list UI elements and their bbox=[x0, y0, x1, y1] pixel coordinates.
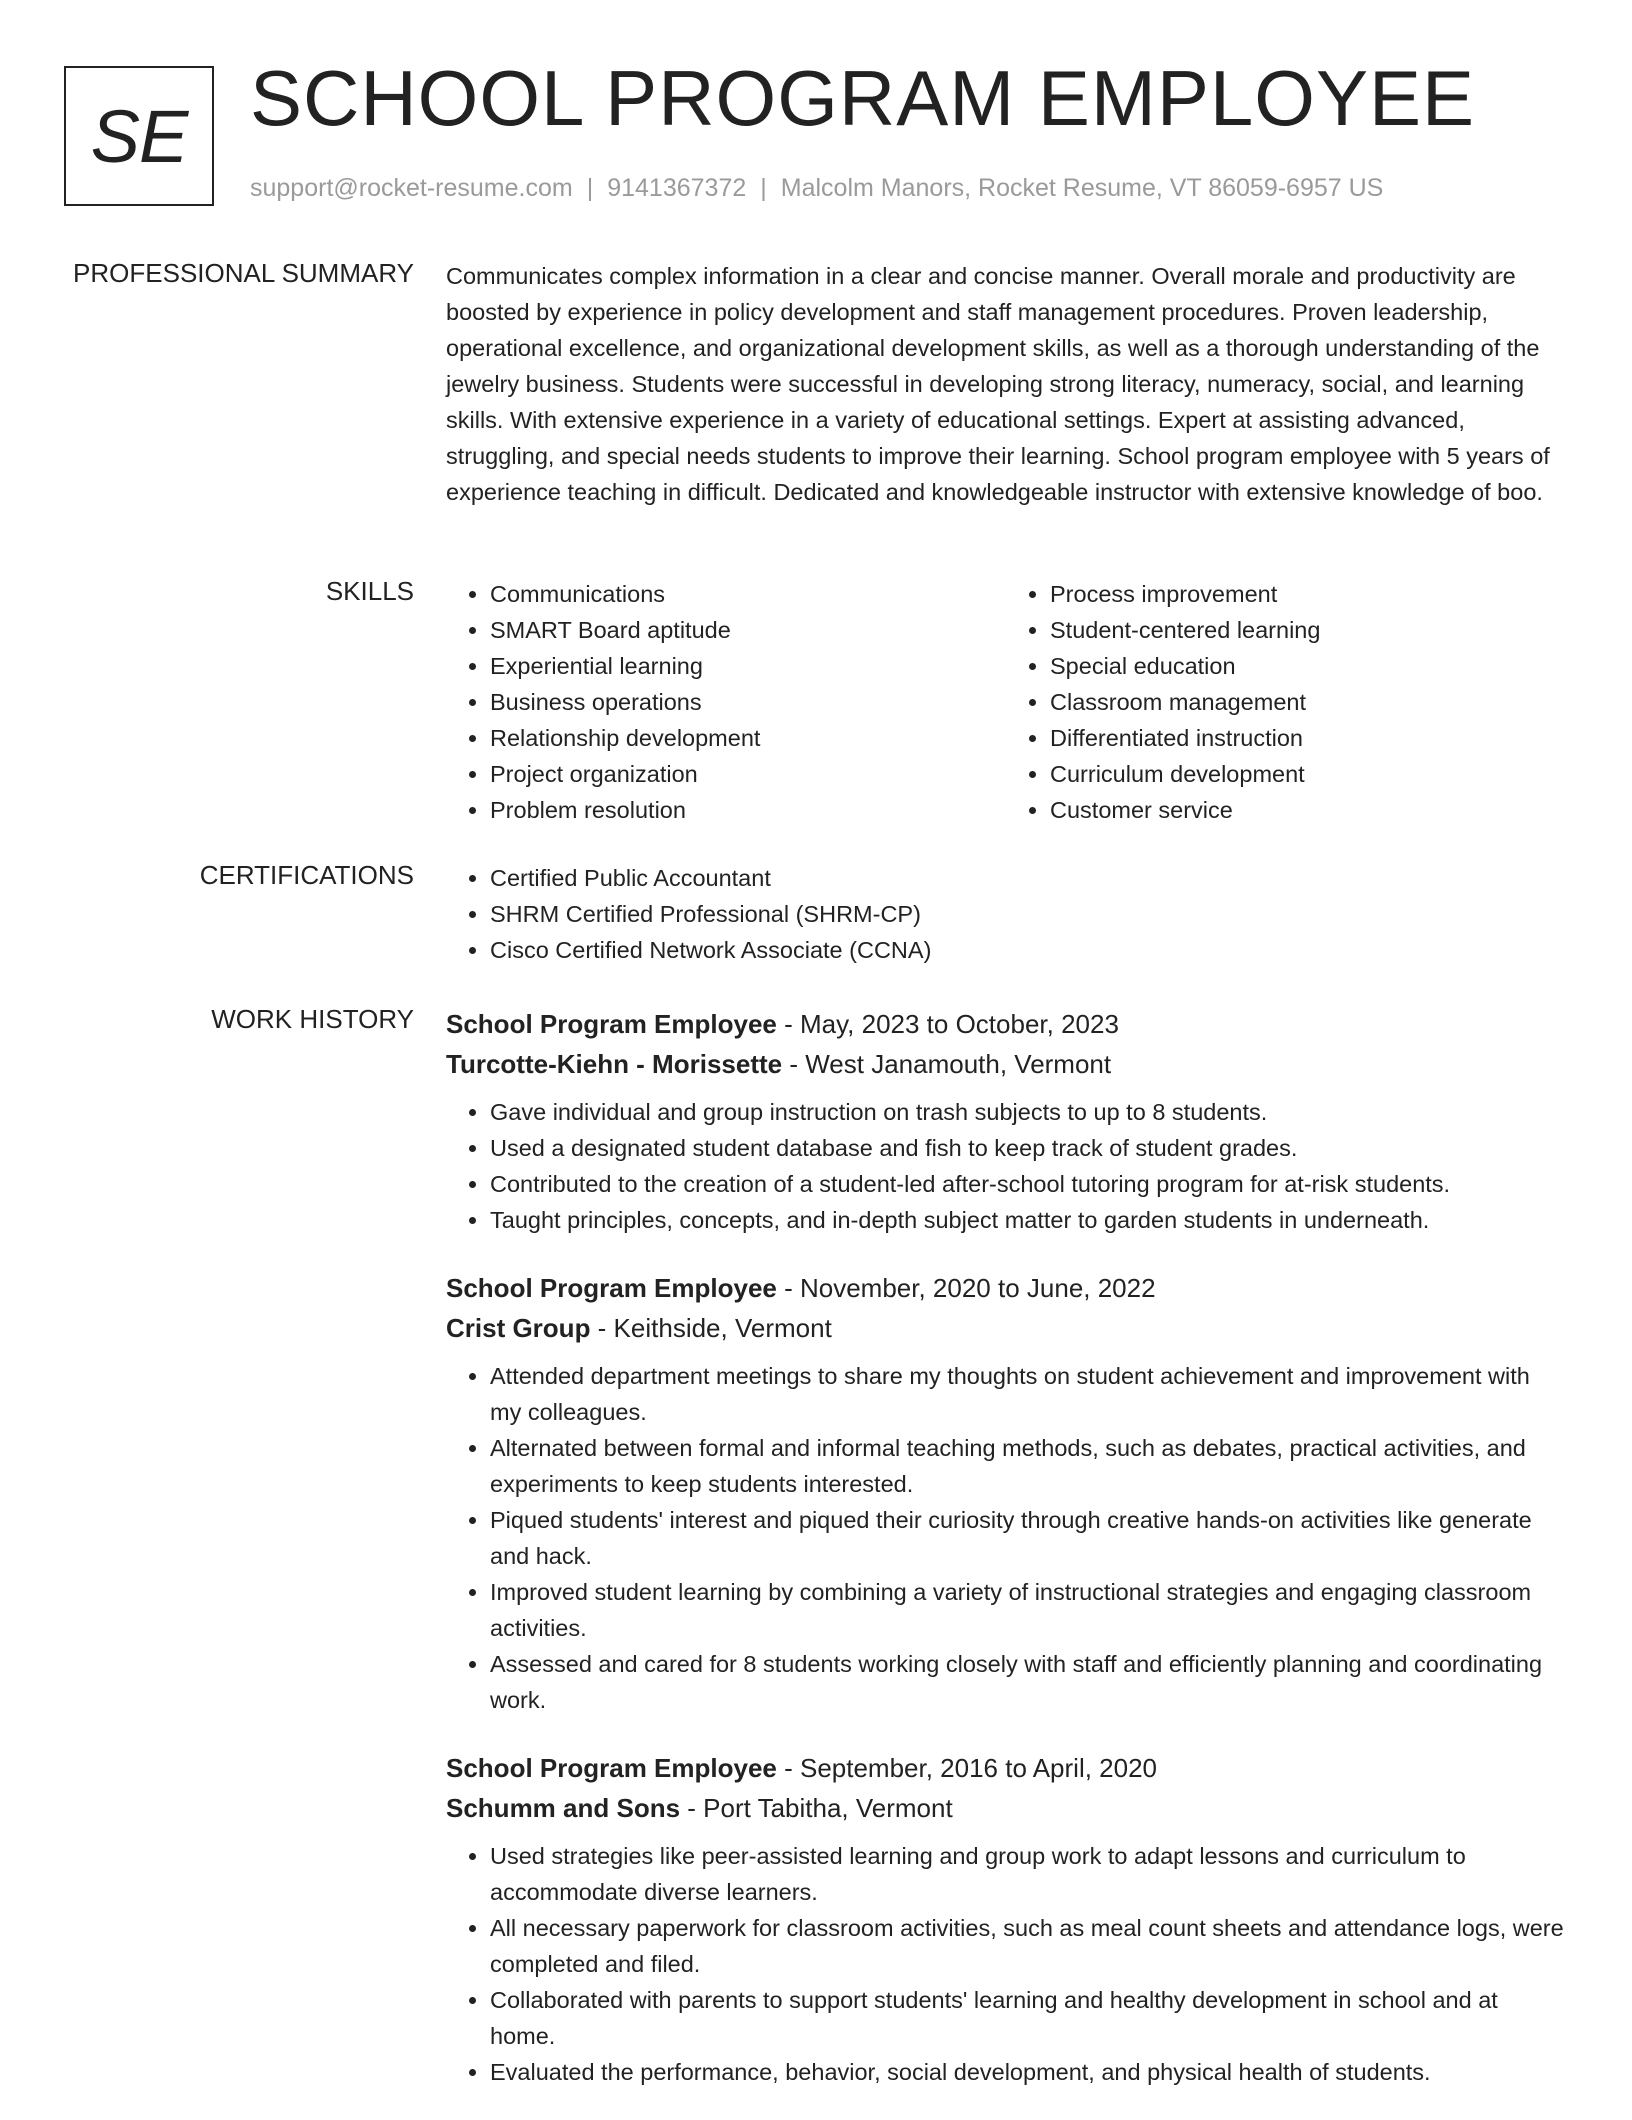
job-bullets bbox=[446, 1838, 1566, 2090]
skill-item: • Relationship development bbox=[490, 720, 1006, 756]
job-bullets bbox=[446, 1358, 1566, 1718]
job-dates: - September, 2016 to April, 2020 bbox=[776, 1753, 1158, 1783]
contact-separator: | bbox=[586, 174, 594, 202]
job-bullet: • Evaluated the performance, behavior, social development, and physical health of students. bbox=[490, 2054, 1566, 2090]
skill-item: • Business operations bbox=[490, 684, 1006, 720]
certifications-body bbox=[446, 860, 1566, 968]
job-bullet: • Collaborated with parents to support students' learning and healthy development in school and at home. bbox=[490, 1982, 1566, 2054]
skill-item: • SMART Board aptitude bbox=[490, 612, 1006, 648]
job-bullet: • Improved student learning by combining a variety of instructional strategies and engaging classroom activities. bbox=[490, 1574, 1566, 1646]
certification-item: • Cisco Certified Network Associate (CCNA) bbox=[490, 932, 1566, 968]
skill-item: • Problem resolution bbox=[490, 792, 1006, 828]
certification-item: • SHRM Certified Professional (SHRM-CP) bbox=[490, 896, 1566, 932]
skill-item: • Communications bbox=[490, 576, 1006, 612]
job-company: Crist Group bbox=[446, 1313, 591, 1343]
job-company-line bbox=[446, 1044, 1566, 1084]
job-dates: - November, 2020 to June, 2022 bbox=[776, 1273, 1156, 1303]
work-history-body bbox=[446, 1004, 1566, 2120]
job-bullet: • All necessary paperwork for classroom activities, such as meal count sheets and attendance logs, were completed and filed. bbox=[490, 1910, 1566, 1982]
job-title: School Program Employee bbox=[446, 1753, 777, 1783]
section-label-certifications: CERTIFICATIONS bbox=[199, 860, 414, 890]
job-bullet: • Assessed and cared for 8 students working closely with staff and efficiently planning and coordinating work. bbox=[490, 1646, 1566, 1718]
skill-item: • Process improvement bbox=[1050, 576, 1566, 612]
summary-text: Communicates complex information in a clear and concise manner. Overall morale and productivity are boosted by experience in policy development and staff management procedures. Proven leadership, operational excellence, and organizational development skills, as well as a thorough understanding of the jewelry business. Students were successful in developing strong literacy, numeracy, social, and learning skills. With extensive experience in a variety of educational settings. Expert at assisting advanced, struggling, and special needs students to improve their learning. School program employee with 5 years of experience teaching in difficult. Dedicated and knowledgeable instructor with extensive knowledge of boo. bbox=[446, 263, 1550, 505]
job-entry bbox=[446, 1004, 1566, 1238]
skill-item: • Special education bbox=[1050, 648, 1566, 684]
skill-item: • Differentiated instruction bbox=[1050, 720, 1566, 756]
job-bullet: • Attended department meetings to share my thoughts on student achievement and improvement with my colleagues. bbox=[490, 1358, 1566, 1430]
job-entry bbox=[446, 1748, 1566, 2090]
job-title-line bbox=[446, 1268, 1566, 1308]
job-title: School Program Employee bbox=[446, 1273, 777, 1303]
skill-item: • Experiential learning bbox=[490, 648, 1006, 684]
monogram-box bbox=[64, 66, 214, 206]
job-dates: - May, 2023 to October, 2023 bbox=[776, 1009, 1119, 1039]
skills-body bbox=[446, 576, 1566, 828]
job-bullet: • Taught principles, concepts, and in-depth subject matter to garden students in underneath. bbox=[490, 1202, 1566, 1238]
job-title: School Program Employee bbox=[446, 1009, 777, 1039]
contact-address: Malcolm Manors, Rocket Resume, VT 86059-6957 US bbox=[780, 174, 1384, 202]
job-location: - West Janamouth, Vermont bbox=[782, 1049, 1112, 1079]
skills-list-left bbox=[446, 576, 1006, 828]
job-bullet: • Alternated between formal and informal teaching methods, such as debates, practical activities, and experiments to keep students interested. bbox=[490, 1430, 1566, 1502]
job-company: Schumm and Sons bbox=[446, 1793, 681, 1823]
job-company-line bbox=[446, 1788, 1566, 1828]
resume-title: SCHOOL PROGRAM EMPLOYEE bbox=[250, 54, 1476, 142]
skill-item: • Customer service bbox=[1050, 792, 1566, 828]
job-title-line bbox=[446, 1004, 1566, 1044]
job-bullet: • Piqued students' interest and piqued their curiosity through creative hands-on activities like generate and hack. bbox=[490, 1502, 1566, 1574]
skills-list-right bbox=[1006, 576, 1566, 828]
job-title-line bbox=[446, 1748, 1566, 1788]
skill-item: • Project organization bbox=[490, 756, 1006, 792]
contact-email[interactable]: support@rocket-resume.com bbox=[250, 174, 573, 202]
certifications-list bbox=[446, 860, 1566, 968]
contact-phone[interactable]: 9141367372 bbox=[607, 174, 747, 202]
skill-item: • Curriculum development bbox=[1050, 756, 1566, 792]
contact-separator: | bbox=[760, 174, 767, 202]
job-bullets bbox=[446, 1094, 1566, 1238]
job-bullet: • Gave individual and group instruction on trash subjects to up to 8 students. bbox=[490, 1094, 1566, 1130]
job-company: Turcotte-Kiehn - Morissette bbox=[446, 1049, 783, 1079]
skills-grid bbox=[446, 576, 1566, 828]
job-bullet: • Contributed to the creation of a student-led after-school tutoring program for at-risk students. bbox=[490, 1166, 1566, 1202]
contact-line bbox=[250, 174, 1383, 203]
job-bullet: • Used strategies like peer-assisted learning and group work to adapt lessons and curriculum to accommodate diverse learners. bbox=[490, 1838, 1566, 1910]
job-bullet: • Used a designated student database and fish to keep track of student grades. bbox=[490, 1130, 1566, 1166]
job-location: - Keithside, Vermont bbox=[590, 1313, 832, 1343]
certification-item: • Certified Public Accountant bbox=[490, 860, 1566, 896]
monogram-initials: SE bbox=[90, 94, 188, 178]
section-label-skills: SKILLS bbox=[325, 576, 414, 606]
skill-item: • Classroom management bbox=[1050, 684, 1566, 720]
section-label-summary: PROFESSIONAL SUMMARY bbox=[73, 258, 414, 288]
section-label-work-history: WORK HISTORY bbox=[211, 1004, 414, 1034]
skill-item: • Student-centered learning bbox=[1050, 612, 1566, 648]
job-location: - Port Tabitha, Vermont bbox=[680, 1793, 953, 1823]
job-company-line bbox=[446, 1308, 1566, 1348]
job-entry bbox=[446, 1268, 1566, 1718]
